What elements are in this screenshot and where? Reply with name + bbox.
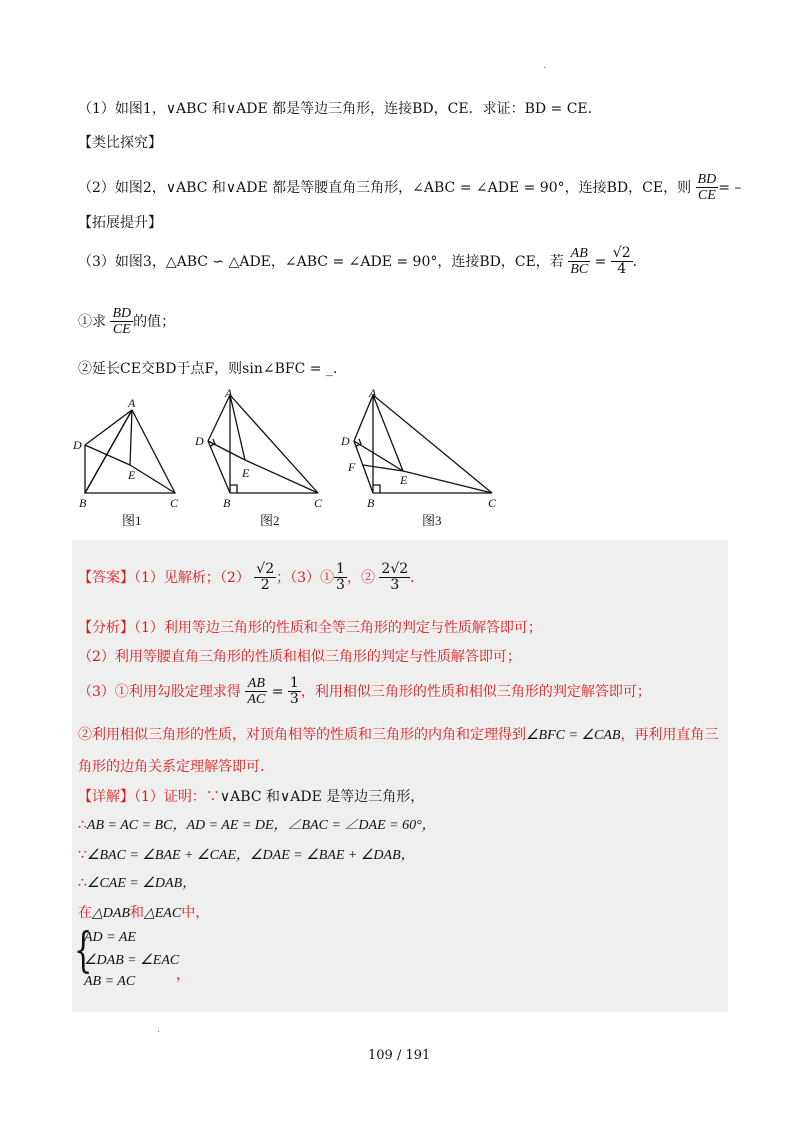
q3-1-part-b: 的值； [133, 313, 176, 330]
detail-line-3 [78, 844, 415, 864]
fig1-caption: 图1 [122, 513, 142, 528]
detail-5-triangle-1: △DAB [92, 906, 130, 921]
detail-2-text: AB = AC = BC，AD = AE = DE，∠BAC = ∠DAE = 60°， [86, 818, 436, 833]
detail-3-text: ∠BAC = ∠BAE + ∠CAE，∠DAE = ∠BAE + ∠DAB， [86, 848, 415, 863]
answer-tag: 【答案】 [78, 569, 134, 586]
q3-end: ． [632, 253, 647, 270]
answer-frac-3: $\frac{2√2}{3}$ [381, 561, 409, 594]
analysis-line-2: （2）利用等腰直角三角形的性质和相似三角形的判定与性质解答即可； [78, 649, 521, 665]
answer-part-2: ；（3）① [276, 569, 335, 586]
answer-part-1: （1）见解析；（2） [134, 569, 250, 586]
analysis-tag: 【分析】 [78, 620, 134, 636]
q2-fraction: $\frac{BD}{CE}$ [697, 172, 717, 204]
question-3-1 [78, 306, 175, 338]
analysis-3-frac: $\frac{AB}{AC}$ [247, 676, 266, 708]
figure-2 [208, 395, 318, 493]
fig2-label-e: E [242, 466, 250, 480]
fig2-label-c: C [314, 496, 323, 510]
analysis-3-eq: = [271, 683, 284, 700]
detail-line-1 [78, 786, 424, 806]
detail-line-4 [78, 872, 196, 892]
answer-part-3: ，② [346, 569, 375, 586]
q3-1-part-a: ①求 [78, 313, 106, 330]
fig1-label-c: C [170, 496, 179, 510]
system-brace: { [74, 922, 93, 978]
answer-frac-1: $\frac{√2}{2}$ [256, 561, 275, 594]
question-1: （1）如图1，∨ABC 和∨ADE 都是等边三角形，连接BD，CE．求证：BD = CE． [78, 101, 602, 117]
analysis-4-part-b: ，再利用直角三 [620, 727, 719, 743]
analysis-line-5: 角形的边角关系定理解答即可. [78, 759, 265, 775]
fig3-label-a: A [369, 386, 377, 400]
detail-line-5 [78, 902, 209, 922]
system-eq-3: AB = AC [84, 974, 136, 989]
q3-fraction: $\frac{AB}{BC}$ [570, 246, 589, 278]
detail-1-part-a: （1）证明：∵ [134, 789, 220, 805]
detail-5-triangle-2: △EAC [143, 906, 182, 921]
detail-5-part-a: 在 [78, 905, 92, 921]
question-3-2: ②延长CE交BD于点F，则sin∠BFC = _. [78, 361, 338, 377]
fig1-label-a: A [128, 396, 136, 410]
analysis-text-1: （1）利用等边三角形的性质和全等三角形的判定与性质解答即可； [134, 620, 542, 636]
fig3-label-e: E [400, 473, 408, 487]
fig1-label-d: D [73, 438, 82, 452]
detail-tag: 【详解】 [78, 789, 134, 805]
analysis-line-1 [78, 617, 542, 637]
q3-part-a: （3）如图3，△ABC ∽ △ADE，∠ABC = ∠ADE = 90°，连接BD，CE，若 [78, 253, 564, 270]
detail-4-therefore: ∴ [78, 875, 87, 891]
detail-5-end: 中， [181, 905, 210, 921]
analysis-line-3 [78, 676, 651, 708]
q2-part-b: ∨ABC 和∨ADE 都是等腰直角三角形， [165, 179, 413, 196]
footer-mark: . [157, 1024, 161, 1035]
detail-5-and: 和 [129, 905, 144, 921]
fig3-caption: 图3 [422, 513, 442, 528]
header-mark: . [543, 60, 547, 71]
analysis-3-value: $\frac{1}{3}$ [289, 675, 299, 708]
fig1-label-e: E [128, 468, 136, 482]
q2-part-e: = – [718, 179, 742, 196]
analysis-3-part-b: ，利用相似三角形的性质和相似三角形的判定解答即可； [300, 683, 651, 700]
answer-part-4: ． [410, 569, 425, 586]
geometry-figures [70, 385, 520, 530]
question-2 [78, 172, 741, 204]
section-analog: 【类比探究】 [78, 135, 162, 151]
analysis-3-part-a: （3）①利用勾股定理求得 [78, 683, 241, 700]
solution-box [72, 540, 728, 1012]
fig3-label-d: D [341, 434, 350, 448]
answer-line [78, 562, 424, 594]
q2-part-d: BD，CE，则 [606, 179, 692, 196]
detail-4-text: ∠CAE = ∠DAB， [86, 876, 197, 891]
figure-3 [354, 395, 492, 493]
q2-part-c: ∠ABC = ∠ADE = 90°，连接 [412, 179, 607, 196]
fig3-label-b: B [367, 496, 375, 510]
fig3-label-c: C [488, 496, 497, 510]
fig3-label-f: F [348, 460, 356, 474]
detail-line-2 [78, 814, 436, 834]
q3-eq: = [594, 253, 607, 270]
q3-value: $\frac{√2}{4}$ [612, 245, 631, 278]
system-eq-2: ∠DAB = ∠EAC [84, 953, 180, 968]
q2-part-a: （2）如图2， [78, 179, 166, 196]
detail-1-part-b: ∨ABC 和∨ADE 是等边三角形， [219, 789, 425, 805]
q3-1-fraction: $\frac{BD}{CE}$ [112, 306, 132, 338]
answer-frac-2: $\frac{1}{3}$ [336, 561, 345, 594]
question-3 [78, 246, 647, 278]
analysis-4-part-a: ②利用相似三角形的性质，对顶角相等的性质和三角形的内角和定理得到 [78, 727, 526, 743]
fig2-caption: 图2 [260, 513, 280, 528]
analysis-line-4 [78, 724, 718, 744]
detail-3-because: ∵ [78, 847, 87, 863]
fig2-label-d: D [195, 434, 204, 448]
system-end: ， [176, 967, 190, 983]
system-eq-1: AD = AE [84, 930, 136, 945]
analysis-4-eq: ∠BFC = ∠CAB [526, 728, 621, 743]
detail-2-therefore: ∴ [78, 817, 87, 833]
fig2-label-b: B [223, 496, 231, 510]
fig2-label-a: A [225, 386, 233, 400]
fig1-label-b: B [79, 496, 87, 510]
section-extend: 【拓展提升】 [78, 215, 162, 231]
page-number: 109 / 191 [368, 1048, 431, 1063]
